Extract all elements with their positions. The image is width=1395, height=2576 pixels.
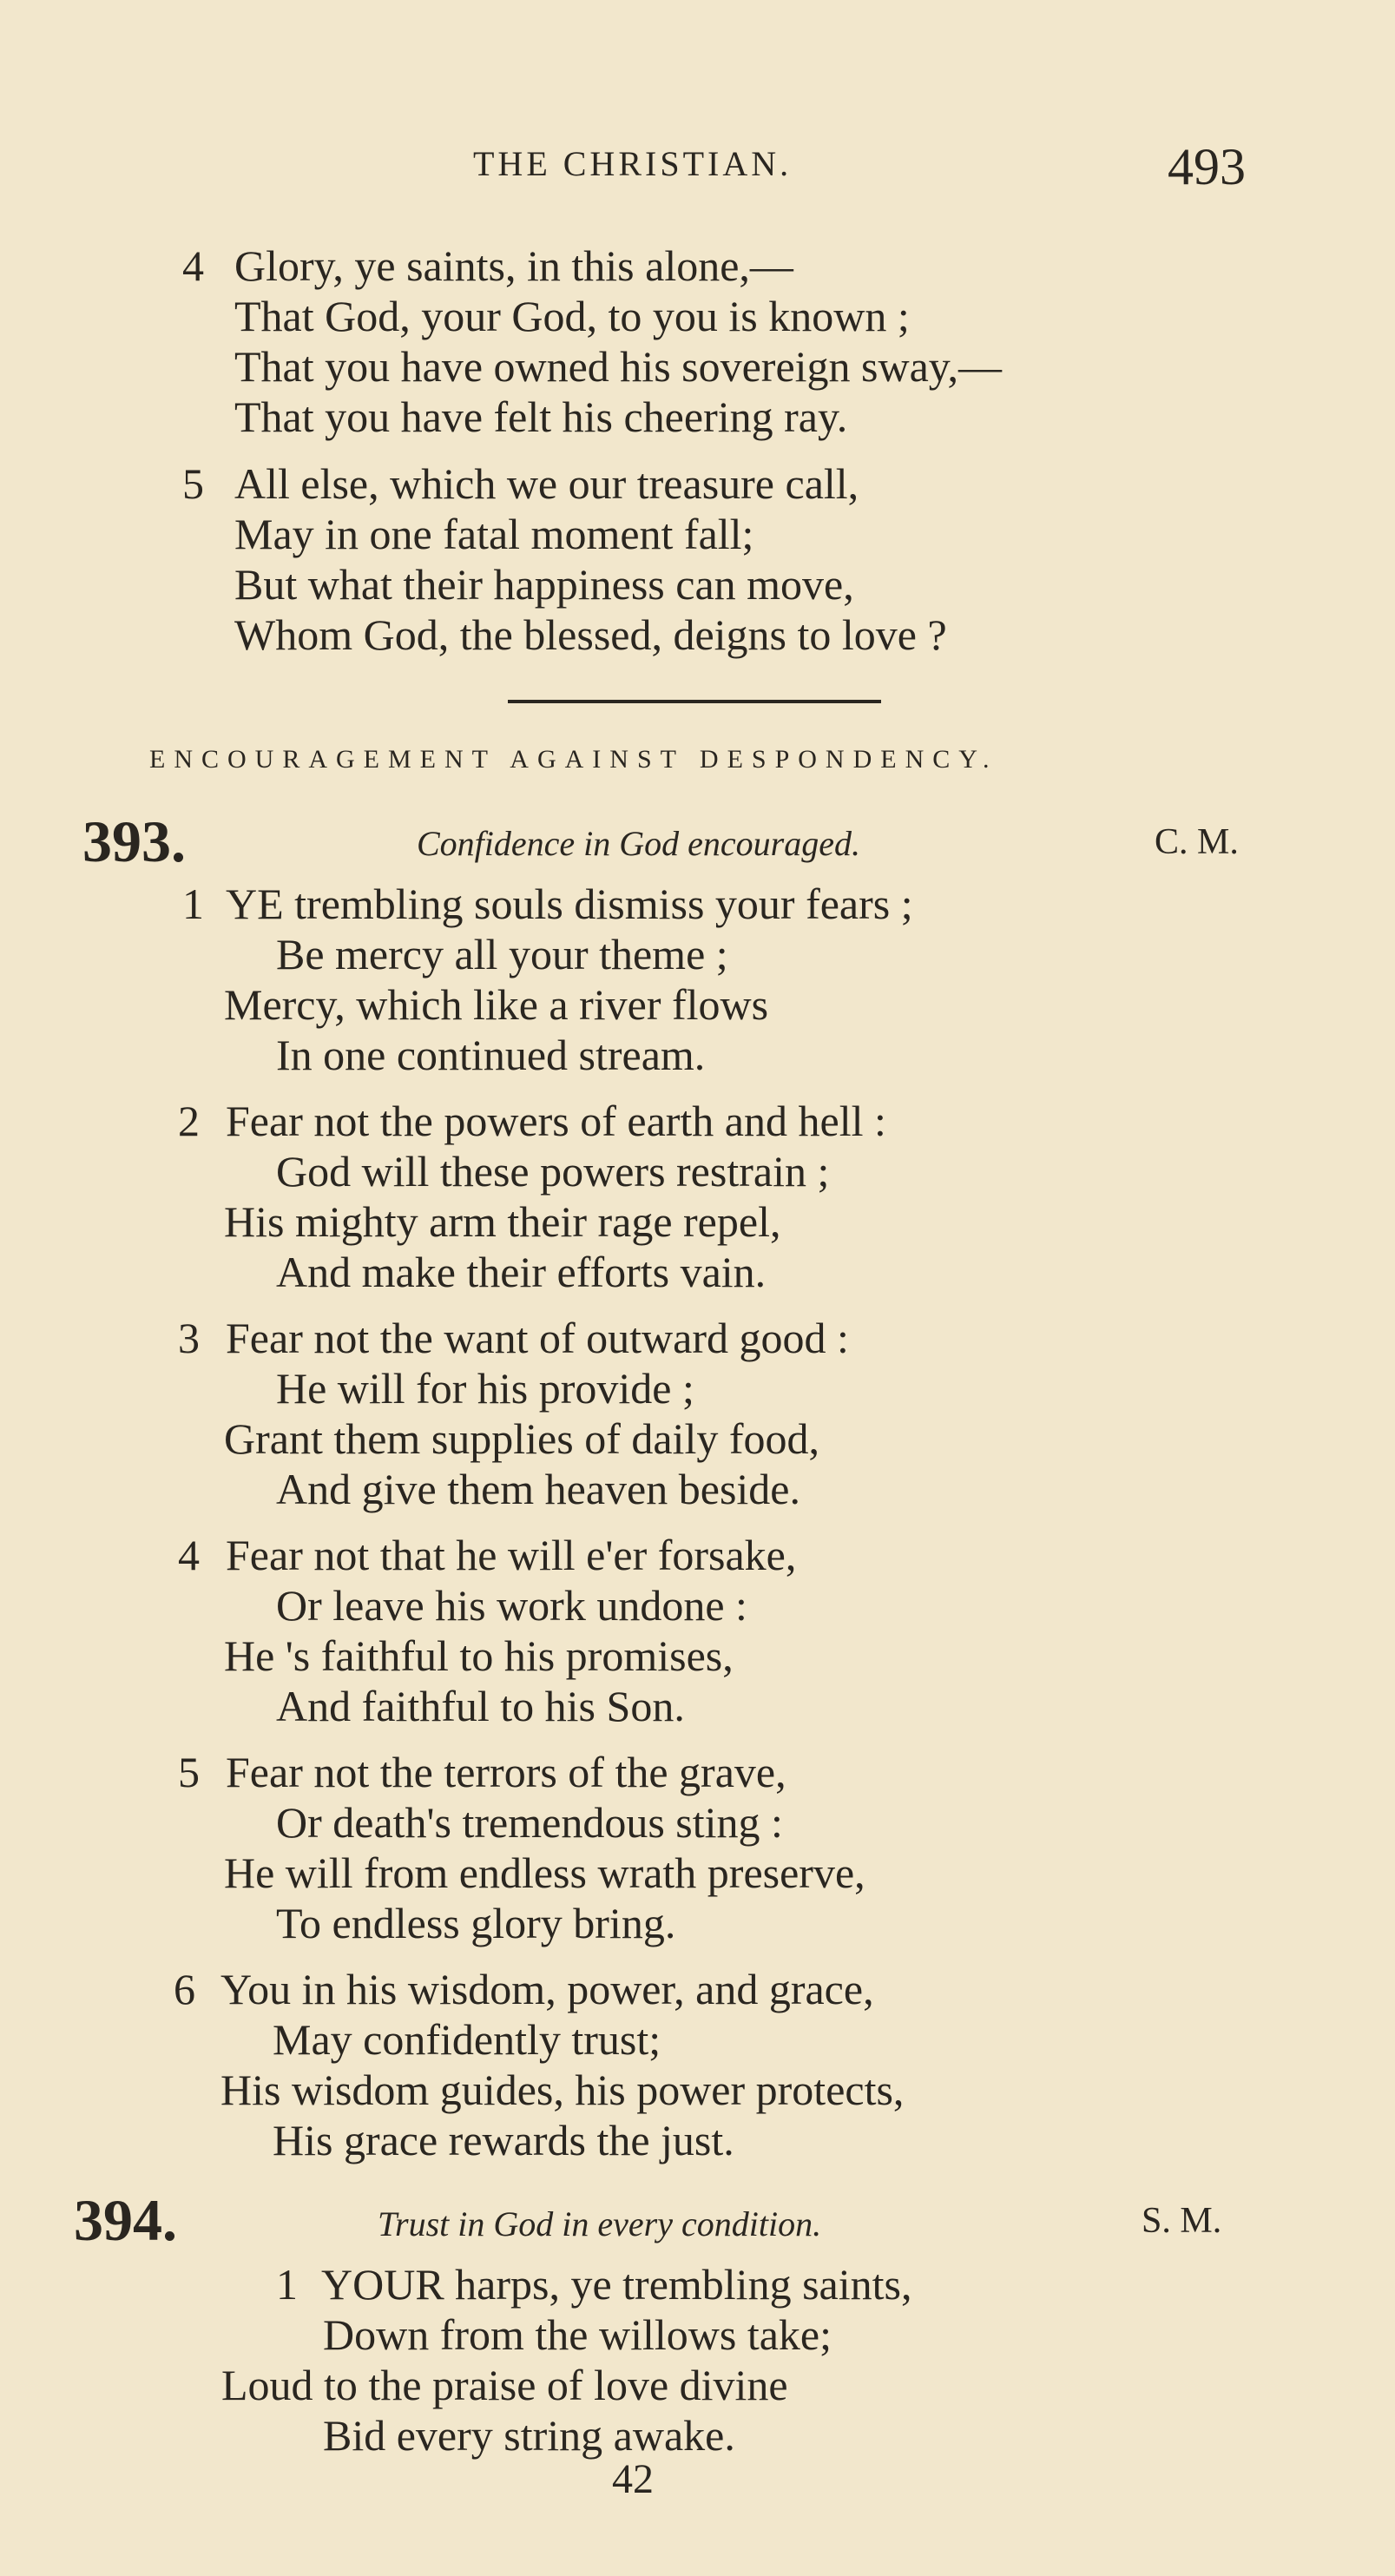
- hymn-meter: C. M.: [1155, 822, 1239, 862]
- running-title: THE CHRISTIAN.: [473, 144, 793, 183]
- stanza-number: 5: [182, 459, 204, 508]
- verse-line: Glory, ye saints, in this alone,—: [234, 241, 793, 290]
- stanza-number: 4: [182, 241, 204, 290]
- verse-line: But what their happiness can move,: [234, 560, 854, 609]
- verse-line: His mighty arm their rage repel,: [224, 1197, 781, 1246]
- verse-line: Loud to the praise of love divine: [221, 2361, 788, 2409]
- verse-line: May in one fatal moment fall;: [234, 510, 754, 558]
- verse-line: That you have felt his cheering ray.: [234, 392, 848, 441]
- verse-line: YE trembling souls dismiss your fears ;: [226, 880, 913, 928]
- verse-line: And make their efforts vain.: [276, 1248, 767, 1296]
- stanza-number: 6: [174, 1965, 195, 2013]
- verse-line: In one continued stream.: [276, 1031, 706, 1079]
- section-divider: [508, 700, 881, 703]
- stanza-number: 3: [178, 1314, 200, 1362]
- stanza-number: 1: [182, 880, 204, 928]
- hymn-title: Confidence in God encouraged.: [417, 824, 860, 863]
- verse-line: He 's faithful to his promises,: [224, 1631, 734, 1680]
- verse-line: All else, which we our treasure call,: [234, 459, 859, 508]
- verse-line: Or leave his work undone :: [276, 1581, 747, 1630]
- hymn-number: 393.: [82, 808, 186, 874]
- verse-line: May confidently trust;: [273, 2015, 661, 2064]
- verse-line: His grace rewards the just.: [273, 2116, 734, 2164]
- verse-line: YOUR harps, ye trembling saints,: [321, 2260, 912, 2309]
- verse-line: Or death's tremendous sting :: [276, 1798, 783, 1847]
- verse-line: And give them heaven beside.: [276, 1465, 800, 1513]
- verse-line: Bid every string awake.: [323, 2411, 735, 2460]
- verse-line: Fear not that he will e'er forsake,: [226, 1531, 797, 1579]
- verse-line: To endless glory bring.: [276, 1899, 676, 1947]
- verse-line: Be mercy all your theme ;: [276, 930, 728, 978]
- verse-line: That you have owned his sovereign sway,—: [234, 342, 1003, 391]
- stanza-number: 2: [178, 1097, 200, 1145]
- hymn-number: 394.: [74, 2187, 177, 2253]
- hymn-meter: S. M.: [1142, 2201, 1222, 2241]
- signature-mark: 42: [612, 2456, 654, 2502]
- verse-line: Fear not the want of outward good :: [226, 1314, 849, 1362]
- stanza-number: 5: [178, 1748, 200, 1796]
- verse-line: Whom God, the blessed, deigns to love ?: [234, 610, 947, 659]
- verse-line: God will these powers restrain ;: [276, 1147, 830, 1196]
- stanza-number: 1: [276, 2260, 298, 2309]
- verse-line: You in his wisdom, power, and grace,: [220, 1965, 874, 2013]
- page-number: 493: [1168, 138, 1246, 195]
- verse-line: His wisdom guides, his power protects,: [220, 2065, 905, 2114]
- verse-line: Down from the willows take;: [323, 2310, 832, 2359]
- verse-line: He will for his provide ;: [276, 1364, 694, 1413]
- verse-line: And faithful to his Son.: [276, 1682, 685, 1730]
- verse-line: Grant them supplies of daily food,: [224, 1414, 819, 1463]
- verse-line: That God, your God, to you is known ;: [234, 292, 910, 340]
- hymn-title: Trust in God in every condition.: [378, 2204, 822, 2243]
- section-heading: ENCOURAGEMENT AGAINST DESPONDENCY.: [149, 745, 998, 774]
- verse-line: Fear not the terrors of the grave,: [226, 1748, 786, 1796]
- verse-line: Mercy, which like a river flows: [224, 980, 769, 1029]
- verse-line: Fear not the powers of earth and hell :: [226, 1097, 886, 1145]
- stanza-number: 4: [178, 1531, 200, 1579]
- verse-line: He will from endless wrath preserve,: [224, 1848, 865, 1897]
